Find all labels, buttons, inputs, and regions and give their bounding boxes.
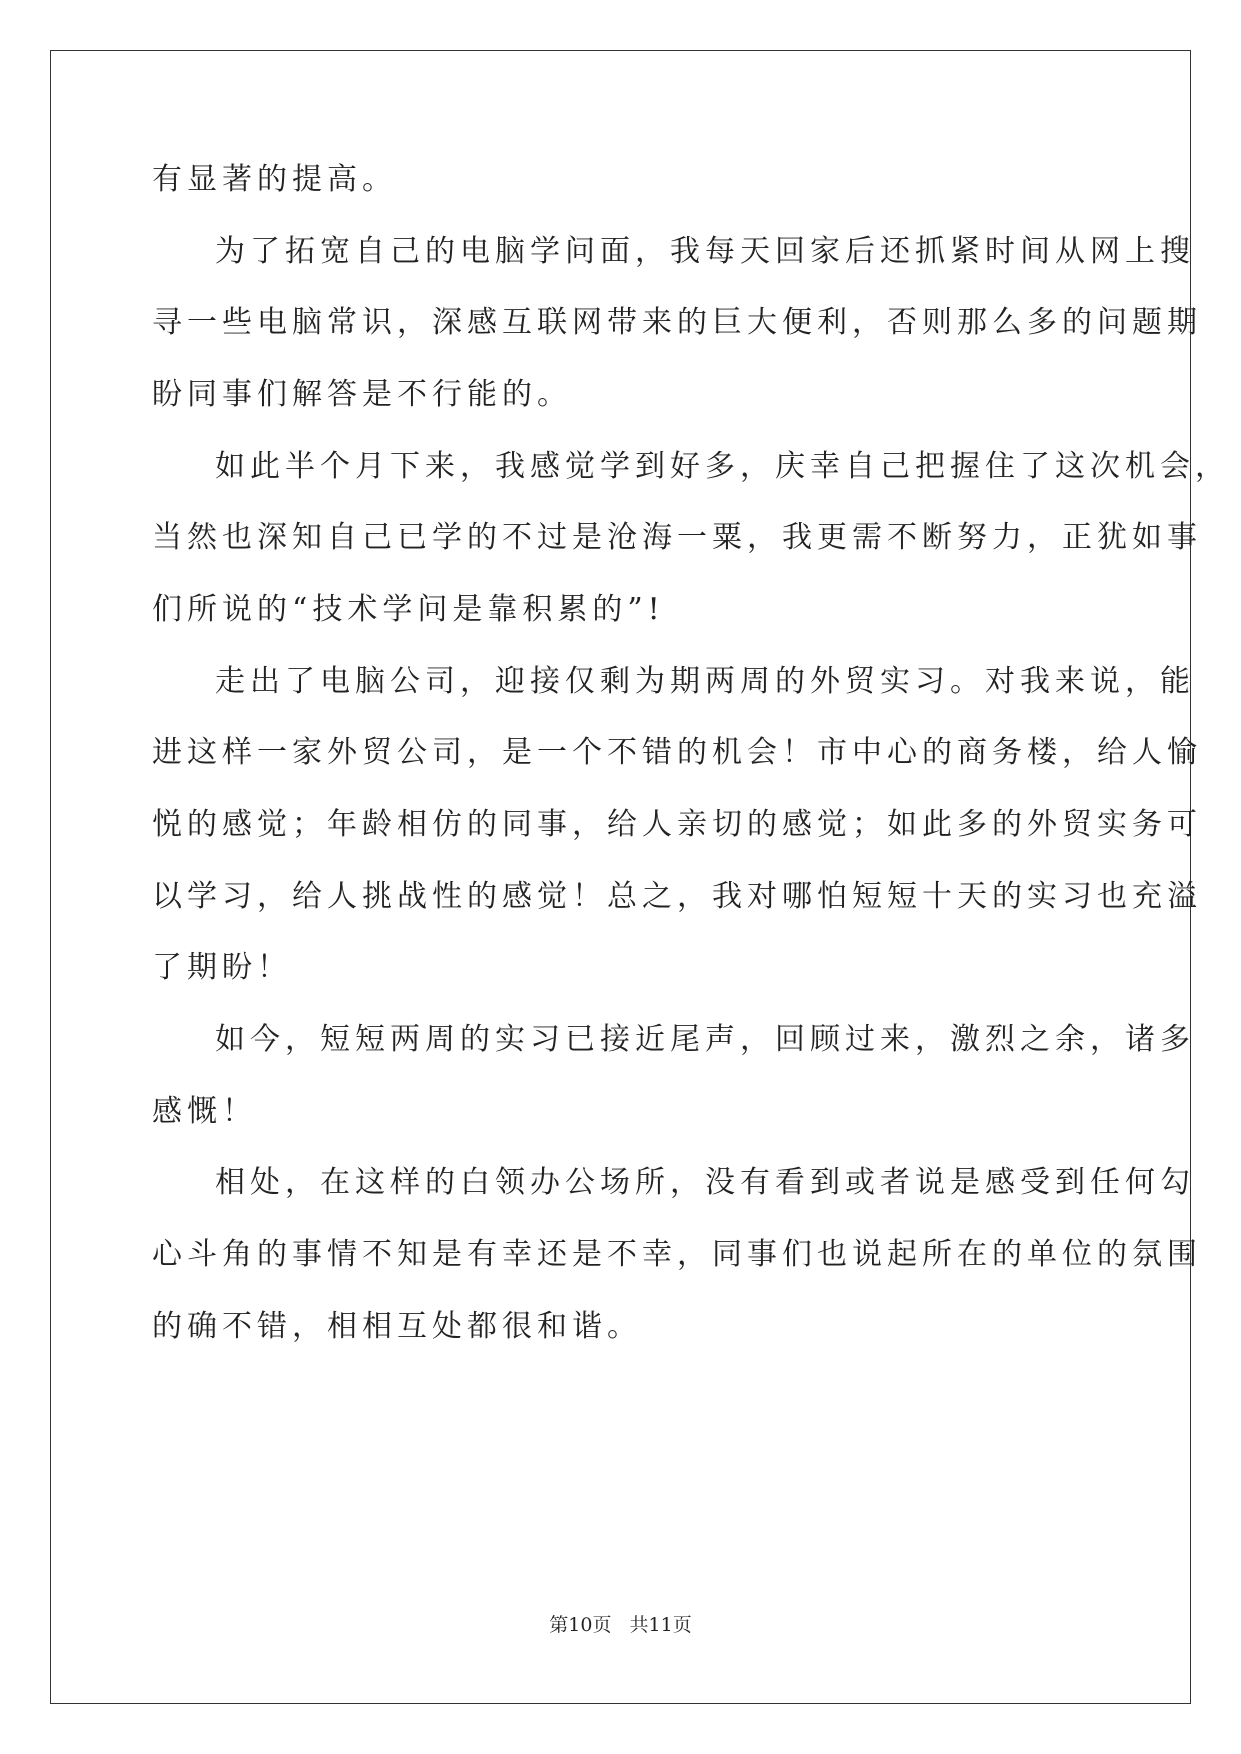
text-line: 盼同事们解答是不行能的。 <box>152 377 572 412</box>
page-number: 第10页 <box>549 1614 612 1636</box>
text-line: 悦的感觉；年龄相仿的同事，给人亲切的感觉；如此多的外贸实务可 <box>152 807 1202 842</box>
text-line: 有显著的提高。 <box>152 162 397 197</box>
paragraph-first-line: 为了拓宽自己的电脑学问面，我每天回家后还抓紧时间从网上搜 <box>215 234 1195 269</box>
paragraph-first-line: 如今，短短两周的实习已接近尾声，回顾过来，激烈之余，诸多 <box>215 1022 1195 1057</box>
text-line: 当然也深知自己已学的不过是沧海一粟，我更需不断努力，正犹如事 <box>152 520 1202 555</box>
text-line: 进这样一家外贸公司，是一个不错的机会！市中心的商务楼，给人愉 <box>152 735 1202 770</box>
page-footer <box>0 1612 1241 1638</box>
text-line: 们所说的“技术学问是靠积累的”! <box>152 592 665 627</box>
text-line: 的确不错，相相互处都很和谐。 <box>152 1309 642 1344</box>
text-line: 了期盼！ <box>152 950 292 985</box>
text-line: 感慨！ <box>152 1094 257 1129</box>
paragraph-first-line: 相处，在这样的白领办公场所，没有看到或者说是感受到任何勾 <box>215 1165 1195 1200</box>
paragraph-first-line: 走出了电脑公司，迎接仅剩为期两周的外贸实习。对我来说，能 <box>215 664 1195 699</box>
text-line: 寻一些电脑常识，深感互联网带来的巨大便利，否则那么多的问题期 <box>152 305 1202 340</box>
text-line: 以学习，给人挑战性的感觉！总之，我对哪怕短短十天的实习也充溢 <box>152 879 1202 914</box>
paragraph-first-line: 如此半个月下来，我感觉学到好多，庆幸自己把握住了这次机会， <box>215 449 1230 484</box>
text-line: 心斗角的事情不知是有幸还是不幸，同事们也说起所在的单位的氛围 <box>152 1237 1202 1272</box>
page-total: 共11页 <box>629 1614 692 1636</box>
